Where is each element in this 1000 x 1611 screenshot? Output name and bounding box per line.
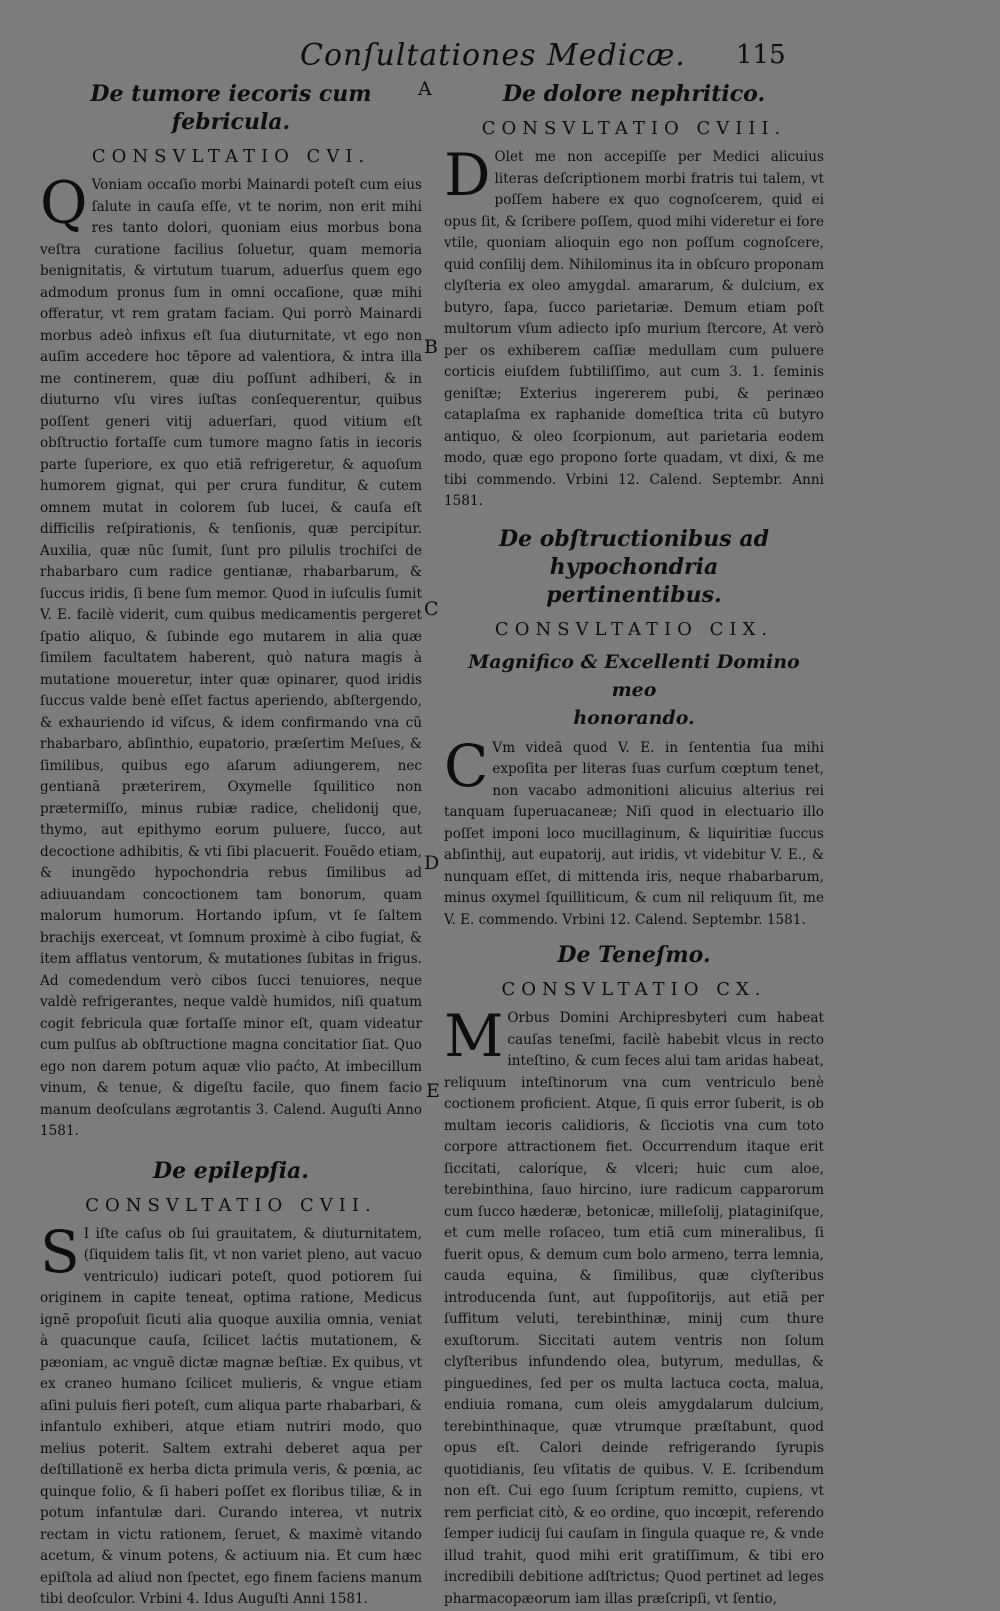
- dedication: Magnifico & Excellenti Domino meo: [468, 650, 800, 701]
- consultation-title: CONSVLTATIO CIX.: [494, 618, 774, 640]
- consultation-text: [40, 1217, 422, 1611]
- margin-letter-b: B: [424, 336, 438, 358]
- margin-letter-a: A: [418, 78, 432, 100]
- consultation-body: Olet me non accepiſſe per Medici alicuius literas deſcriptionem morbi fratris tui talem, vt poſſem habere ex quo cognoſcerem, quid ei opus ſit, & ſcribere poſſem, quod mihi videretur ei fore vtile, quoniam alioquin ego non poſſum cognoſcere, quid conſilij dem. Nihilominus ita in obſcuro proponam clyſteria ex oleo amygdal. amararum, & dulcium, ex butyro, ſapa, ſucco parietariæ. Demum etiam poſt multorum vſum adiecto ipſo murium ſtercore, At verò per os exhiberem caſſiæ medullam cum puluere corticis eiuſdem ſubtiliſſimo, aut cum 3. 1. ſeminis geniſtæ; Exterius ingererem pubi, & perinæo cataplaſma ex raphanide domeſtica trita cũ butyro antiquo, & oleo ſcorpionum, aut parietaria eodem modo, quæ ego propono ſorte quadam, vt dixi, & me tibi commendo. Vrbini 12. Calend. Septembr. Anni 1581.: [444, 149, 824, 509]
- consultation-text: [444, 1002, 824, 1610]
- margin-letter-e: E: [426, 1080, 440, 1102]
- drop-cap: C: [444, 731, 489, 800]
- drop-cap: S: [40, 1217, 80, 1286]
- consultation-title: CONSVLTATIO CX.: [501, 979, 767, 1000]
- section-heading: De dolore nephritico.: [502, 81, 766, 107]
- consultation-title: CONSVLTATIO CVII.: [85, 1194, 377, 1216]
- drop-cap: Q: [40, 169, 88, 237]
- margin-letter-d: D: [424, 852, 440, 874]
- right-column: [444, 80, 824, 1610]
- consultation-text: [444, 731, 824, 932]
- drop-cap: D: [444, 141, 491, 209]
- section-heading-cont: pertinentibus.: [546, 581, 722, 608]
- running-head: Conſultationes Medicæ.: [300, 38, 686, 73]
- consultation-body: Orbus Domini Archipresbyteri cum habeat cauſas teneſmi, facilè habebit vlcus in recto inteſtino, & cum feces alui tam aridas habeat, reliquum inteſtinorum vna cum ventriculo benè coctionem proficient. Atque, ſi quis error ſuberit, is ob multam iecoris calidioris, & ſicciotis vna cum toto corpore attractionem fiet. Occurrendum itaque erit ſiccitati, caloríque, & vlceri; huic cum aloe, terebinthina, ſauo hircino, iure radicum capparorum cum ſucco hæderæ, betonicæ, milleſolij, plataginiſque, et cum melle roſaceo, tum etiã cum mineralibus, ſi fuerit opus, & demum cum bolo armeno, terra lemnia, cauda equina, & ſimilibus, quæ clyſteribus introducenda ſunt, aut ſuppoſitorijs, aut etiã per ſuffitum veluti, terebinthinæ, minij cum thure exuſtorum. Siccitati autem ventris non ſolum clyſteribus infundendo olea, butyrum, medullas, & pinguedines, ſed per os multa lactuca cocta, malua, endiuia romana, cum oleis amygdalarum dulcium, terebinthinaque, quæ vtrumque præſtabunt, quod opus eſt. Calori deinde refrigerando ſyrupis quotidianis, ſeu vſitatis de quibus. V. E. ſcribendum non eſt. Cui ego ſuum ſcriptum remitto, cupiens, vt rem perficiat citò, & eo ordine, quo incœpit, referendo ſemper iudicij ſui cauſam in ſingula quaque re, & vnde illud trahit, quod mihi erit gratiſſimum, & tibi ero incredibili debitione adſtrictus; Quod pertinet ad leges pharmacopæorum iam illas præſcripſi, vt ſentio,: [444, 1010, 824, 1607]
- page-number: 115: [736, 40, 786, 70]
- dedication-cont: honorando.: [573, 706, 695, 729]
- margin-letter-c: C: [424, 598, 439, 620]
- drop-cap: M: [444, 1002, 504, 1070]
- section-heading: De epilepſia.: [153, 1157, 309, 1184]
- consultation-text: [40, 169, 422, 1143]
- consultation-body: I iſte caſus ob ſui grauitatem, & diuturnitatem, (ſiquidem talis ſit, vt non variet pleno, aut vacuo ventriculo) iudicari poteſt, quod potiorem ſui originem in capite teneat, optima ratione, Medicus ignẽ propoſuit ſicuti alia quoque auxilia omnia, veniat à quacunque cauſa, ſcilicet laćtis mutationem, & pæoniam, ac vnguẽ dictæ magnæ beſtiæ. Ex quibus, vt ex craneo humano ſcilicet mulieris, & vngue etiam aſini puluis fieri poteſt, cum aliqua parte rhabarbari, & infantulo exhiberi, atque etiam nutriri modo, quo melius poterit. Saltem extrahi deberet aqua per deſtillationẽ ex herba dicta primula veris, & pœnia, ac quinque folio, & ſi haberi poſſet ex floribus tiliæ, & in potum infantulæ dari. Curando interea, vt nutrix rectam in victu rationem, ſeruet, & maximè vitando acetum, & vinum potens, & actiuum nia. Et cum hæc epiſtola ad aliud non ſpectet, ego finem faciens manum tibi deoſculor. Vrbini 4. Idus Auguſti Anni 1581.: [40, 1225, 422, 1607]
- section-heading: De Teneſmo.: [557, 942, 711, 968]
- consultation-body: Vm videã quod V. E. in ſententia ſua mihi expoſita per literas ſuas curſum cœptum tenet, non vacabo admonitioni alicuius alterius rei tanquam ſuperuacaneæ; Niſi quod in electuario illo poſſet imponi loco mucillaginum, & liquiritiæ ſuccus abſinthij, aut eupatorij, aut iridis, vt videbitur V. E., & nunquam eſſet, di mittenda iris, neque rhabarbarum, minus oxymel ſquilliticum, & cum nil reliquum ſit, me V. E. commendo. Vrbini 12. Calend. Septembr. 1581.: [444, 739, 824, 928]
- section-heading: De obſtructionibus ad hypochondria: [498, 525, 769, 580]
- left-column: [40, 80, 422, 1611]
- consultation-title: CONSVLTATIO CVIII.: [481, 118, 787, 139]
- consultation-text: [444, 141, 824, 513]
- consultation-body: Voniam occaſio morbi Mainardi poteſt cum eius ſalute in cauſa eſſe, vt te norim, non erit mihi res tanto dolori, quoniam eius morbus bona veſtra curatione facilius ſoluetur, quam memoria benignitatis, & virtutum tuarum, aduerſus quem ego admodum pronus ſum in omni occaſione, quæ mihi offeratur, vt rem gratam faciam. Qui porrò Mainardi morbus adeò infixus eſt ſua diuturnitate, vt ego non auſim accedere hoc tẽpore ad valentiora, & intra illa me continerem, quæ diu poſſunt adhiberi, & in diuturno vſu vires iuſtas conſequerentur, quibus poſſent generi vitij aduerſari, quod vitium eſt obſtructio fortaſſe cum tumore magno ſatis in iecoris parte ſuperiore, ex quo etiã refrigeretur, & aquoſum humorem gignat, qui per crura funditur, & cutem omnem mutat in colorem ſub lucei, & cauſa eſt difficilis reſpirationis, & tenſionis, quæ percipitur. Auxilia, quæ nũc ſumit, ſunt pro pilulis trochiſci de rhabarbaro cum radice gentianæ, rhabarbarum, & ſuccus iridis, ſi bene ſum memor. Quod in iuſculis ſumit V. E. facilè viderit, cum quibus medicamentis pergeret ſpatio aliquo, & ſubinde ego mutarem in alia quæ ſimilem facultatem haberent, quò natura magis à mutatione moueretur, inter quæ opinarer, quod iridis ſuccus valde benè eſſet factus aperiendo, abſtergendo, & exhauriendo id viſcus, & idem confirmando vna cũ rhabarbaro, abſinthio, eupatorio, præſertim Meſues, & ſimilibus, quibus ego aſarum adiungerem, nec gentianã præterirem, Oxymelle ſquilitico non prætermiſſo, minus rubiæ radice, chelidonij que, thymo, aut epithymo eorum puluere, ſucco, aut decoctione adhibitis, & vti ſibi placuerit. Fouẽdo etiam, & inungẽdo hypochondria rebus ſimilibus ad adiuuandam concoctionem tam bonorum, quam malorum humorum. Hortando ipſum, vt ſe ſaltem brachijs exerceat, vt ſomnum proximè à cibo fugiat, & item afflatus ventorum, & mutationes ſubitas in frigus. Ad comedendum verò cibos ſucci tenuiores, neque valdè refrigerantes, neque valdè humidos, niſi quatum cogit febricula quæ fortaſſe minor eſt, quam videatur cum pulſus ab obſtructione magna concitatior ſiat. Quo ego non darem potum aquæ vlio paćto, At imbecillum vinum, & tenue, & digeſtu facile, quo finem facio manum deoſculans ægrotantis 3. Calend. Auguſti Anno 1581.: [40, 177, 422, 1139]
- consultation-title: CONSVLTATIO CVI.: [91, 146, 371, 167]
- section-heading: De tumore iecoris cum febricula.: [90, 81, 372, 135]
